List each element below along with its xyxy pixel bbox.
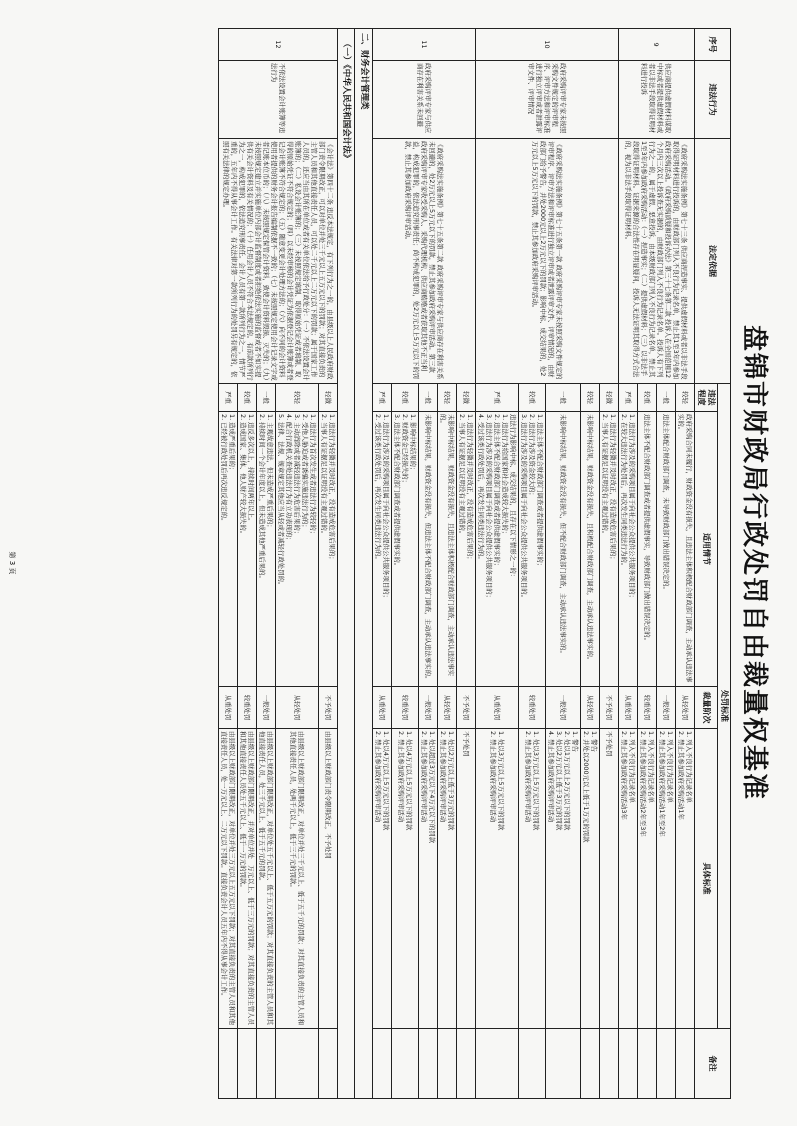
row-circumstance: 1. 违法行为轻微并及时改正，没有造成危害后果的； 2. 当事人有证据足以证明没有主观过错的。 [318, 412, 337, 687]
row-level: 较重处罚 [519, 687, 546, 729]
row-basis: 《政府采购法实施条例》第七十五条第一款 政府采购评审专家未按照采购文件规定的评审程序、评审方法和评审标准进行独立评审或者泄露评审文件、评审情况的，由财政部门给予警告，并处2000元以上2万元以下的罚款；影响中标、成交结果的，处2万元以上5万元以下的罚款，禁止其参加政府采购评审活动。 [476, 139, 619, 384]
row-circumstance: 违法主体配合财政部门调查，未导致财政部门做出错误决定的。 [657, 412, 676, 687]
row-note [619, 1029, 638, 1099]
row-basis: 《会计法》第四十二条 违反本法规定，有下列行为之一的，由县级以上人民政府财政部门责令限期改正，可以对单位并处三千元以上五万元以下的罚款；对其直接负责的主管人员和其他直接责任人员，可以处二千元以上二万元以下的罚款；属于国家工作人员的，还应当由其所在单位或者有关单位依法给予行政处分：（一）不依法设置会计账簿的；（二）私设会计账簿的；（三）未按照规定填制、取得原始凭证或者填制、取得的原始凭证不符合规定的；（四）以未经审核的会计凭证为依据登记会计账簿或者登记会计账簿不符合规定的；（五）随意变更会计处理方法的；（六）向不同的会计资料使用者提供的财务会计报告编制依据不一致的；（七）未按照规定使用会计记录文字或者记账本位币的；（八）未按照规定保管会计资料，致使会计资料毁损、灭失的；（九）未按照规定建立并实施单位内部会计监督制度或者拒绝依法实施的监督或者不如实提供有关会计资料及有关情况的；（十）任用会计人员不符合本法规定的。有前款所列行为之一，构成犯罪的，依法追究刑事责任。会计人员有第一款所列行为之一，情节严重的，五年内不得从事会计工作。有关法律对第一款所列行为的处罚另有规定的，依照有关法律的规定办理。 [218, 139, 337, 384]
header-basis: 法定依据 [695, 139, 731, 384]
row-standard: 不予处罚 [457, 729, 476, 1029]
header-act: 违法行为 [695, 61, 731, 139]
row-degree: 一般 [657, 384, 676, 412]
row-circumstance: 1. 违法行为涉及的采购项目属于向社会公众提供公共服务项目的； 2. 受过该类行政处罚后，再次发生同类违法行为的。 [373, 412, 392, 687]
row-level: 一般处罚 [256, 687, 275, 729]
penalty-standard-table [218, 28, 731, 1099]
row-note [256, 1029, 275, 1099]
row-standard: 1. 处以4万元以上5万元以下的罚款 2. 禁止其参加政府采购评审活动 [392, 729, 419, 1029]
row-degree: 轻微 [457, 384, 476, 412]
row-note [373, 1029, 392, 1099]
row-standard: 1. 列入不良行为记录名单 2. 禁止其参加政府采购活动2年至3年 [638, 729, 657, 1029]
row-circumstance: 违法主体不配合财政部门调查或者提供虚假事实，导致财政部门做出错误决定的。 [638, 412, 657, 687]
row-level: 一般处罚 [657, 687, 676, 729]
row-circumstance: 1. 违反多次以上，持续时间两年以上。 2. 造成国家、集体、他人财产较大损失的。 [237, 412, 256, 687]
row-degree: 较重 [519, 384, 546, 412]
row-standard: 1. 处以超过3万元以下4万元以下的罚款 2. 禁止其参加政府采购评审活动 [419, 729, 438, 1029]
row-degree: 一般 [419, 384, 438, 412]
row-degree: 较重 [392, 384, 419, 412]
row-standard: 由县级以上财政部门限期改正，对单位并处三万元以上五万元以下罚款；对其直接负责的主管人员和其他直接责任人员，处一万元以上、二万元以下罚款。直接负责会计人员五年内不得从事会计工作。 [218, 729, 237, 1029]
row-circumstance: 1. 违法主体不配合财政部门调查或者提供虚假事实的； 2. 违法行为涉及资金较大的； 3. 违法行为涉及的采购项目属于向社会公众提供公共服务项目的。 [519, 412, 546, 687]
header-note: 备注 [695, 1029, 731, 1099]
row-degree: 轻微 [600, 384, 619, 412]
row-note [600, 1029, 619, 1099]
row-standard: 1. 警告 2. 处以1万元以上2万元以下的罚款 3. 处以2万元以上低于3万元的罚款 4. 禁止其参加政府采购评审活动 [546, 729, 581, 1029]
row-degree: 轻微 [318, 384, 337, 412]
row-degree: 一般 [256, 384, 275, 412]
row-standard: 1. 处以3万元以上5万元以下的罚款 2. 禁止其参加政府采购评审活动 [476, 729, 519, 1029]
row-standard: 由县级以上财政部门责令限期改正，不予处罚 [318, 729, 337, 1029]
table-row [457, 29, 476, 1099]
header-level: 裁量阶次 [695, 687, 718, 729]
row-standard: 1. 列入不良行为记录名单 2. 禁止其参加政府采购活动1年 [676, 729, 695, 1029]
row-level: 不予处罚 [318, 687, 337, 729]
row-level: 从重处罚 [373, 687, 392, 729]
row-act: 不依法设置会计账簿等违法行为 [218, 61, 337, 139]
header-degree: 违法程度 [695, 384, 718, 412]
row-circumstance: 政府采购合同未履行，财政资金没有损失，且违法主体积极配合财政部门调查，主动承认违法事实的。 [676, 412, 695, 687]
row-standard: 1. 列入不良行为记录名单 2. 禁止其参加政府采购活动3年 [619, 729, 638, 1029]
row-seq: 12 [218, 29, 337, 61]
row-standard: 1. 处以2万元以上低于3万元的罚款 2. 禁止其参加政府采购评审活动 [438, 729, 457, 1029]
row-basis: 《政府采购法实施条例》第七十三条 供应商捏造事实、提供虚假材料或者以非法手段取得证明材料进行投诉的，由财政部门列入不良行为记录名单，禁止其1至3年内参加政府采购活动。《政府采购质疑和投诉办法》第三十七条第二款 投诉人在全国范围12个月内三次以上投诉查无实据的，由财政部门列入不良行为记录名单。投诉人有下列行为之一的，属于虚假、恶意投诉，由本级财政部门列入不良行为记录名单，禁止其1至3年内参加政府采购活动：（一）捏造事实；（二）提供虚假材料；（三）以非法手段取得证明材料。证据来源的合法性存在明显疑问，投诉人无法证明其取得方式合法的，视为以非法手段取得证明材料。 [619, 139, 695, 384]
row-circumstance: 未影响中标结果，财政资金没有损失，但不配合财政部门调查，主动承认违法事实的。 [546, 412, 581, 687]
row-standard: 1. 处以4万元以上5万元以下的罚款 2. 禁止其参加政府采购评审活动 [373, 729, 392, 1029]
row-note [581, 1029, 600, 1099]
row-seq: 11 [373, 29, 476, 61]
header-seq: 序号 [695, 29, 731, 61]
row-note [392, 1029, 419, 1099]
row-degree: 较轻 [581, 384, 600, 412]
row-standard: 1. 处以3万元以上5万元以下的罚款 2. 禁止其参加政府采购评审活动 [519, 729, 546, 1029]
row-circumstance: 1. 违法行为轻微并及时改正，没有造成危害后果的； 2. 当事人有证据足以证明没有主观过错的。 [600, 412, 619, 687]
row-standard: 由县级以上财政部门限期改正，对单位并处三千元以上、低于五千元的罚款；对其直接负责的主管人员和其他直接责任人员，处两千元以上，低于三千元的罚款。 [275, 729, 318, 1029]
subsection-heading: （一）《中华人民共和国会计法》 [337, 29, 355, 1099]
row-standard: 由县级以上财政部门限期改正，并对单位并处 万元以上、低于三万元的罚款；对其直接负责的主管人员和其他直接责任人员处五千元以上、低于一万元的罚款。 [237, 729, 256, 1029]
header-standard: 具体标准 [695, 729, 718, 1029]
row-level: 从重处罚 [476, 687, 519, 729]
row-standard: 不予处罚 [600, 729, 619, 1029]
table-row [676, 29, 695, 1099]
row-note [419, 1029, 438, 1099]
table-body [218, 29, 694, 1099]
header-penalty-standard: 处罚标准 [718, 384, 731, 1029]
row-seq: 9 [619, 29, 695, 61]
row-note [476, 1029, 519, 1099]
row-circumstance: 未影响中标结果，财政资金没有损失，且积极配合财政部门调查，主动承认违法事实的。 [581, 412, 600, 687]
row-act: 供应商提供虚假材料谋取中标或者提供虚假材料或者以非法手段取得证明材料进行投诉 [619, 61, 695, 139]
row-note [676, 1029, 695, 1099]
header-circumstance: 适用情节 [695, 412, 718, 687]
row-degree: 严重 [218, 384, 237, 412]
row-level: 不予处罚 [600, 687, 619, 729]
row-level: 从轻处罚 [275, 687, 318, 729]
row-note [218, 1029, 237, 1099]
row-level: 从轻处罚 [438, 687, 457, 729]
row-level: 从轻处罚 [581, 687, 600, 729]
row-degree: 较重 [638, 384, 657, 412]
row-degree: 较轻 [438, 384, 457, 412]
row-degree: 较轻 [676, 384, 695, 412]
row-degree: 严重 [619, 384, 638, 412]
row-note [546, 1029, 581, 1099]
row-circumstance: 1. 违法行为首次发生或者违法行为较轻的； 2. 受他人胁迫或者诱骗实施违法行为的； 3. 主动消除或者减轻违法行为危害后果的； 4. 配合行政机关查处违法行为有立功表现的； 5. 法律、法规、规章规定其他应当从轻或者减轻行政处罚的。 [275, 412, 318, 687]
row-level: 较重处罚 [237, 687, 256, 729]
row-degree: 严重 [476, 384, 519, 412]
row-circumstance: 1. 违法行为轻微并及时改正，没有造成危害后果的； 2. 当事人有证据足以证明没有主观过错的。 [457, 412, 476, 687]
row-act: 政府采购评审专家未按照采购文件规定的评审程序、评审方法和评审标准进行独立评审或者泄露评审文件、评审情况 [476, 61, 619, 139]
row-note [457, 1029, 476, 1099]
row-note [275, 1029, 318, 1099]
row-level: 从轻处罚 [676, 687, 695, 729]
row-note [657, 1029, 676, 1099]
table-row [318, 29, 337, 1099]
row-degree: 较重 [237, 384, 256, 412]
row-circumstance: 未影响中标结果，财政资金没有损失，但违法主体不配合财政部门调查，主动承认违法事实的。 [419, 412, 438, 687]
row-note [519, 1029, 546, 1099]
row-circumstance: 1. 违法行为涉及的采购项目属于向社会公众提供公共服务项目的； 2. 在较大违法行为处罚后，再次发生同类违法行为的。 [619, 412, 638, 687]
table-row [600, 29, 619, 1099]
document-title: 盘锦市财政局行政处罚自由裁量权基准 [739, 324, 769, 801]
row-circumstance: 违法行为影响中标、成交结果的，且存在以下情形之一的： 1. 违法行为给国家和社会造成较大损失的； 2. 违法主体不配合财政部门调查或者提供虚假事实的； 3. 违法行为涉及的采购项目属于向社会公众提供公共服务项目的； 4. 受过该类行政处罚后，再次发生同类违法行为的。 [476, 412, 519, 687]
row-degree: 一般 [546, 384, 581, 412]
row-circumstance: 1. 主观故意违法，但未造成严重后果的； 2. 持续时间一个会计年度以上，但未造成其他严重后果的。 [256, 412, 275, 687]
row-circumstance: 未影响中标结果，财政资金没有损失，且违法主体积极配合财政部门调查，主动承认违法事实的。 [438, 412, 457, 687]
section-heading: 二、财务会计管理类 [355, 29, 373, 1099]
row-level: 较重处罚 [392, 687, 419, 729]
row-level: 一般处罚 [546, 687, 581, 729]
page-number: 第 3 页 [8, 551, 16, 575]
row-circumstance: 1. 造成严重后果的； 2. 已经被行政处罚后再次违反规定的。 [218, 412, 237, 687]
row-level: 一般处罚 [419, 687, 438, 729]
row-note [438, 1029, 457, 1099]
row-note [318, 1029, 337, 1099]
row-act: 政府采购评审专家与供应商存在利害关系未回避 [373, 61, 476, 139]
row-level: 从重处罚 [218, 687, 237, 729]
row-standard: 由县级以上财政部门限期改正，对单位处五千元以上、低于五万元的罚款；对其直接负责的主管人员和其他直接责任人员，处三千元以上、低于五千元的罚款。 [256, 729, 275, 1029]
row-standard: 1. 警告 2. 并处以2000元以上低于1万元的罚款 [581, 729, 600, 1029]
row-degree: 较轻 [275, 384, 318, 412]
row-seq: 10 [476, 29, 619, 61]
row-degree: 严重 [373, 384, 392, 412]
row-level: 从重处罚 [619, 687, 638, 729]
row-note [237, 1029, 256, 1099]
row-standard: 1. 列入不良行为记录名单 2. 禁止其参加政府采购活动1年至2年 [657, 729, 676, 1029]
row-note [638, 1029, 657, 1099]
row-level: 不予处罚 [457, 687, 476, 729]
row-level: 较重处罚 [638, 687, 657, 729]
row-basis: 《政府采购法实施条例》第七十五条第二款 政府采购评审专家与供应商存在利害关系未回避的，处2万元以上5万元以下的罚款，禁止其参加政府采购评审活动。第三款 政府采购评审专家收受采购人、采购代理机构、供应商贿赂或者获取其他不正当利益，构成犯罪的，依法追究刑事责任；尚不构成犯罪的，处2万元以上5万元以下的罚款，禁止其参加政府采购评审活动。 [373, 139, 476, 384]
row-circumstance: 1. 影响中标结果的； 2. 财政资金已经损失的； 3. 违法主体不配合财政部门调查或者提供虚假事实的。 [392, 412, 419, 687]
